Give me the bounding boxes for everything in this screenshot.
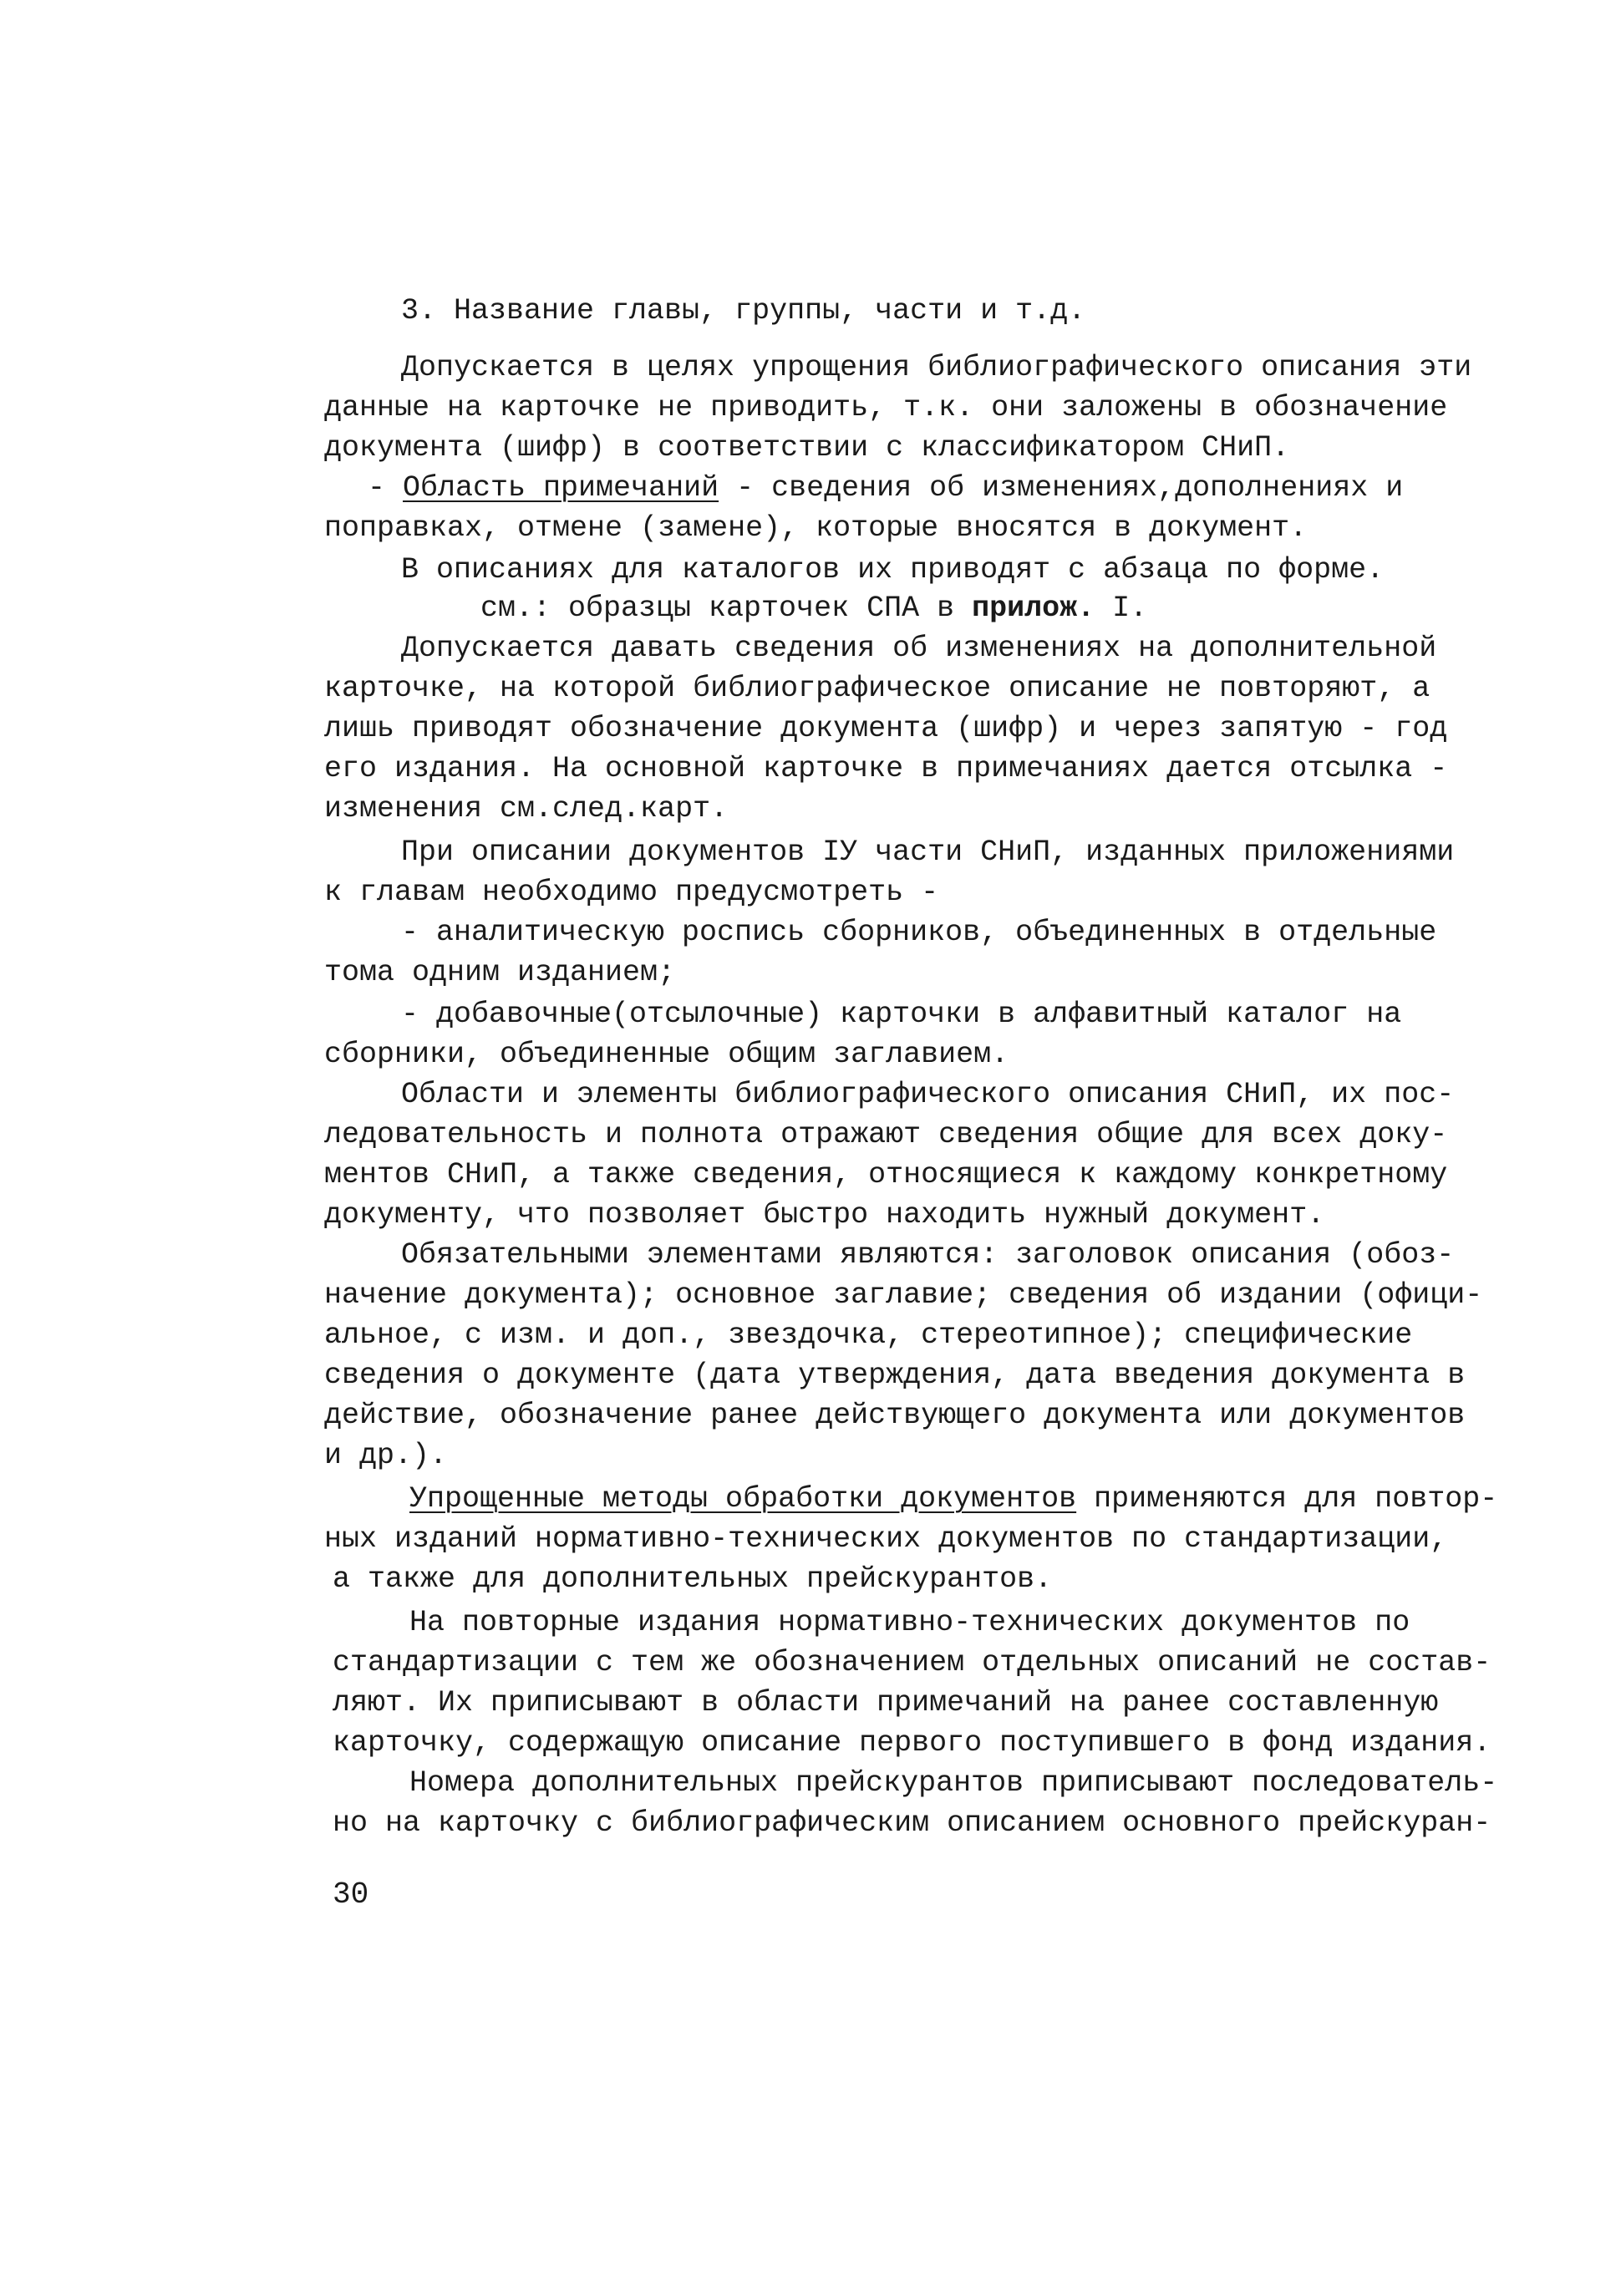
text-line: поправках, отмене (замене), которые вносятся в документ. (324, 511, 1308, 545)
text-line: На повторные издания нормативно-технических документов по (409, 1606, 1410, 1639)
text-line: документу, что позволяет быстро находить нужный документ. (324, 1198, 1325, 1232)
text-line: лишь приводят обозначение документа (шифр) и через запятую - год (324, 712, 1448, 745)
section-heading: 3. Название главы, группы, части и т.д. (401, 294, 1086, 328)
text-line: данные на карточке не приводить, т.к. они заложены в обозначение (324, 391, 1448, 424)
text-line: к главам необходимо предусмотреть - (324, 876, 939, 909)
text-line: и др.). (324, 1439, 448, 1472)
text-line: сборники, объединенные общим заглавием. (324, 1038, 1009, 1071)
text-fragment: I. (1095, 592, 1148, 625)
text-line: альное, с изм. и доп., звездочка, стереотипное); специфические (324, 1318, 1413, 1352)
text-line: - добавочные(отсылочные) карточки в алфавитный каталог на (401, 998, 1402, 1031)
text-line: ментов СНиП, а также сведения, относящиеся к каждому конкретному (324, 1158, 1448, 1191)
text-line: его издания. На основной карточке в примечаниях дается отсылка - (324, 752, 1448, 785)
text-line: карточку, содержащую описание первого поступившего в фонд издания. (333, 1726, 1491, 1760)
text-line: Допускается в целях упрощения библиографического описания эти (401, 351, 1472, 384)
text-line: Области и элементы библиографического описания СНиП, их пос- (401, 1078, 1455, 1111)
text-line: - аналитическую роспись сборников, объединенных в отдельные (401, 916, 1437, 949)
text-line: карточке, на которой библиографическое описание не повторяют, а (324, 672, 1430, 705)
text-line: а также для дополнительных прейскурантов. (333, 1562, 1053, 1596)
text-line: но на карточку с библиографическим описанием основного прейскуран- (333, 1806, 1491, 1840)
text-fragment: - сведения об изменениях,дополнениях и (719, 471, 1404, 505)
page-number: 30 (333, 1877, 369, 1912)
text-line: документа (шифр) в соответствии с классификатором СНиП. (324, 431, 1290, 465)
bold-term: прилож. (972, 592, 1095, 625)
text-line: Допускается давать сведения об изменениях на дополнительной (401, 632, 1437, 665)
text-line (480, 592, 1147, 625)
text-line: В описаниях для каталогов их приводят с абзаца по форме. (401, 553, 1385, 587)
text-line (409, 1482, 1497, 1516)
text-fragment: - (368, 471, 404, 505)
underlined-term: Упрощенные методы обработки документов (409, 1482, 1077, 1516)
text-line: действие, обозначение ранее действующего документа или документов (324, 1399, 1466, 1432)
text-line (368, 471, 1403, 505)
text-line: изменения см.след.карт. (324, 792, 729, 825)
underlined-term: Область примечаний (403, 471, 719, 505)
text-line: При описании документов IУ части СНиП, изданных приложениями (401, 836, 1455, 869)
text-line: сведения о документе (дата утверждения, дата введения документа в (324, 1359, 1466, 1392)
text-fragment: см.: образцы карточек СПА в (480, 592, 973, 625)
text-line: Номера дополнительных прейскурантов приписывают последователь- (409, 1766, 1498, 1800)
text-line: ледовательность и полнота отражают сведения общие для всех доку- (324, 1118, 1448, 1151)
text-line: ляют. Их приписывают в области примечаний на ранее составленную (333, 1686, 1439, 1719)
text-line: Обязательными элементами являются: заголовок описания (обоз- (401, 1238, 1455, 1272)
text-line: ных изданий нормативно-технических документов по стандартизации, (324, 1522, 1448, 1556)
text-line: тома одним изданием; (324, 956, 676, 989)
text-line: стандартизации с тем же обозначением отдельных описаний не состав- (333, 1646, 1491, 1679)
text-line: начение документа); основное заглавие; сведения об издании (офици- (324, 1278, 1483, 1312)
text-fragment: применяются для повтор- (1076, 1482, 1498, 1516)
